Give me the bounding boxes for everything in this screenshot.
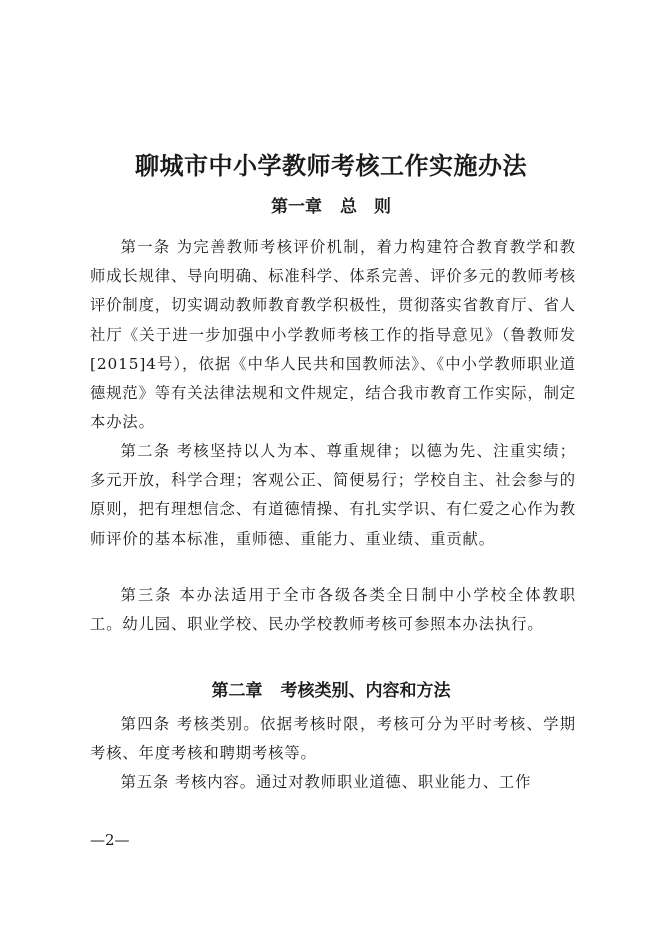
article-2 [90,437,576,554]
article-5-label: 第五条 [120,773,170,791]
article-4-label: 第四条 [120,715,171,733]
chapter-heading-1 [0,192,662,222]
chapter-1-name: 总 则 [340,197,391,217]
chapter-2-name: 考核类别、内容和方法 [280,681,451,701]
article-4 [90,710,576,768]
article-4-text: 考核类别。依据考核时限，考核可分为平时考核、学期考核、年度考核和聘期考核等。 [90,715,576,763]
article-2-label: 第二条 [120,442,171,460]
chapter-2-number: 第二章 [211,681,263,701]
article-3 [90,581,576,639]
article-5 [90,768,576,797]
article-2-text: 考核坚持以人为本、尊重规律；以德为先、注重实绩；多元开放，科学合理；客观公正、简便易行；学校自主、社会参与的原则，把有理想信念、有道德情操、有扎实学识、有仁爱之心作为教师评价的基本标准，重师德、重能力、重业绩、重贡献。 [90,442,576,548]
article-1-label: 第一条 [120,238,171,256]
article-3-text: 本办法适用于全市各级各类全日制中小学校全体教职工。幼儿园、职业学校、民办学校教师考核可参照本办法执行。 [90,586,577,634]
page-number: —2— [90,831,130,849]
chapter-1-number: 第一章 [271,197,322,217]
document-title: 聊城市中小学教师考核工作实施办法 [135,151,527,180]
chapter-heading-2 [0,676,662,706]
article-5-text: 考核内容。通过对教师职业道德、职业能力、工作 [174,773,532,791]
article-3-label: 第三条 [120,586,173,604]
article-1 [90,233,576,437]
article-1-text: 为完善教师考核评价机制，着力构建符合教育教学和教师成长规律、导向明确、标准科学、体系完善、评价多元的教师考核评价制度，切实调动教师教育教学积极性，贯彻落实省教育厅、省人社厅《关于进一步加强中小学教师考核工作的指导意见》（鲁教师发[2015]4号），依据《中华人民共和国教师法》、《中小学教师职业道德规范》等有关法律法规和文件规定，结合我市教育工作实际，制定本办法。 [90,238,576,432]
